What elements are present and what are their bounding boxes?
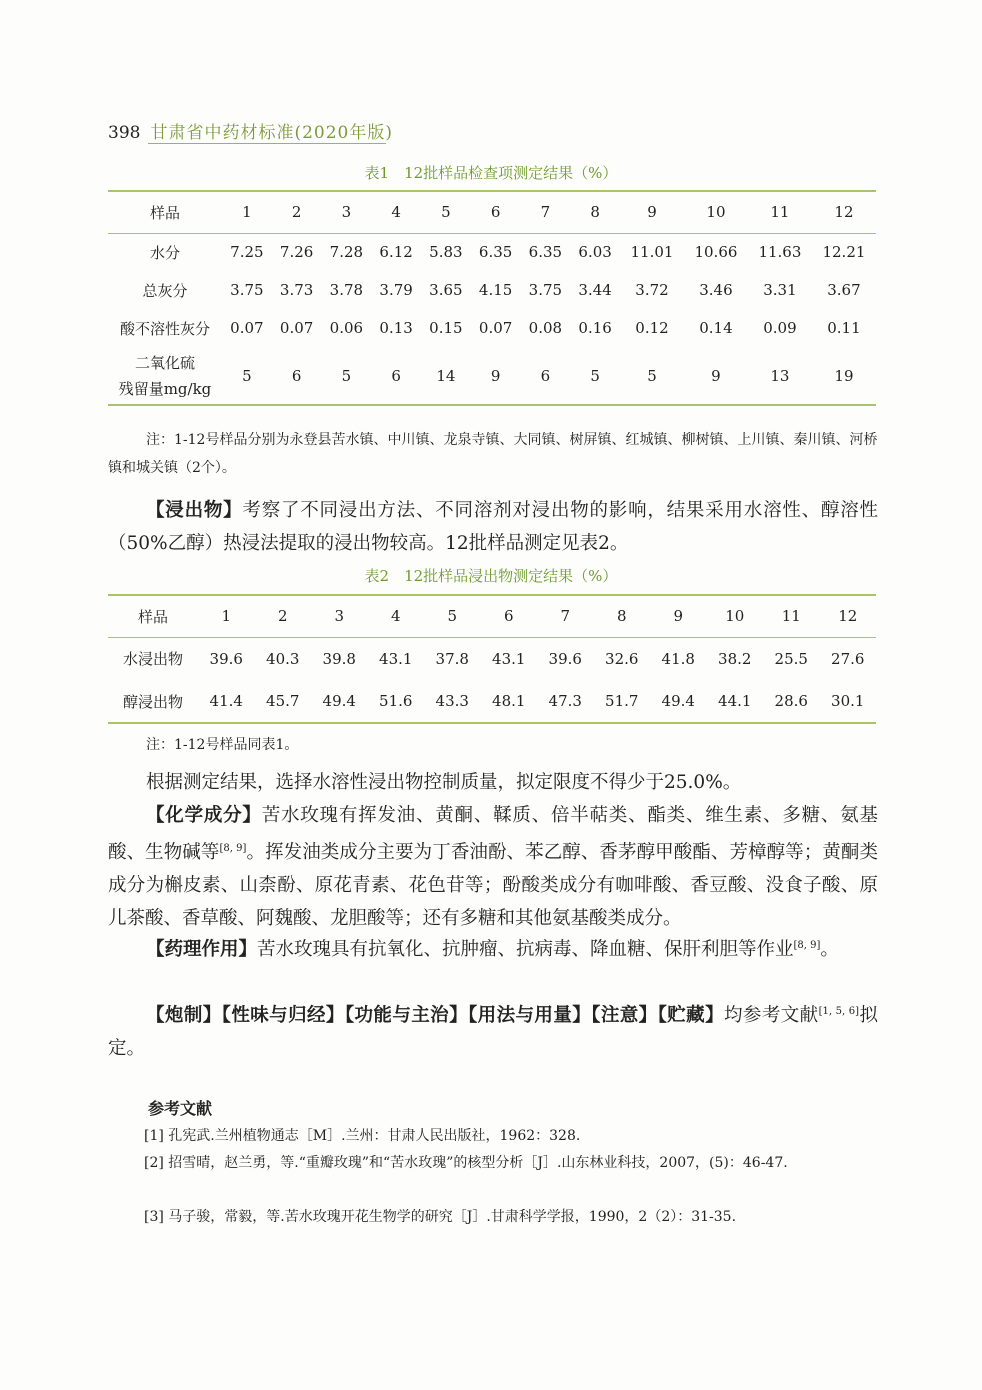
reference-item: [1] 孔宪武.兰州植物通志［M］.兰州：甘肃人民出版社，1962：328.: [144, 1128, 581, 1144]
other-items-text-b: 拟定。: [108, 1005, 878, 1060]
table-cell: 39.6: [209, 649, 243, 668]
table-cell: 0.14: [699, 319, 733, 337]
chemistry-citation: [8, 9]: [219, 843, 247, 854]
chemistry-paragraph: [108, 799, 878, 935]
table-cell: 44.1: [707, 680, 764, 723]
row-label-line1: 二氧化硫: [134, 353, 195, 372]
table-cell: 10.66: [694, 243, 738, 262]
table-cell: 45.7: [255, 680, 312, 723]
pharmacology-text-b: 。: [820, 939, 839, 961]
chemistry-heading: 【化学成分】: [146, 805, 262, 826]
table-header-cell: 11: [748, 191, 812, 233]
row-label: [108, 347, 222, 405]
table-header-cell: 8: [594, 595, 651, 637]
table-header-cell: 1: [222, 191, 272, 233]
conclusion-paragraph: 根据测定结果，选择水溶性浸出物控制质量，拟定限度不得少于25.0%。: [146, 772, 742, 793]
table-cell: 3.65: [429, 281, 463, 299]
table-cell: 0.07: [230, 319, 264, 337]
table-cell: 51.7: [594, 680, 651, 723]
table-cell: 3.73: [279, 281, 314, 299]
table2-header-row: [108, 595, 876, 637]
table-header-cell: 12: [820, 595, 877, 637]
table-cell: 5: [322, 347, 372, 405]
pharmacology-paragraph: [108, 929, 878, 966]
table-cell: 3.78: [329, 281, 364, 299]
table-header-cell: 12: [812, 191, 876, 233]
book-title: 甘肃省中药材标准(2020年版): [150, 123, 393, 143]
table-cell: 30.1: [820, 680, 877, 723]
table-cell: 3.46: [699, 281, 733, 299]
chemistry-text-a: 苦水玫瑰有挥发油、黄酮、鞣质、倍半萜类、酯类、维生素、多糖、氨基酸、生物碱等: [108, 805, 878, 864]
row-label: 水浸出物: [122, 650, 183, 669]
table-header-cell: 7: [521, 191, 571, 233]
page-number: 398: [108, 123, 141, 143]
table-header-cell: 4: [371, 191, 421, 233]
table-header-cell: 8: [570, 191, 620, 233]
table-cell: 47.3: [537, 680, 594, 723]
table-cell: 7.25: [230, 243, 264, 262]
table-cell: 41.4: [198, 680, 255, 723]
table-cell: 6.35: [478, 243, 513, 262]
table-cell: 5: [570, 347, 620, 405]
row-label: 酸不溶性灰分: [119, 319, 210, 338]
reference-item: [2] 招雪晴，赵兰勇，等.“重瓣玫瑰”和“苦水玫瑰”的核型分析［J］.山东林业科技，2007，(5)：46-47.: [144, 1155, 788, 1171]
table-cell: 6: [272, 347, 322, 405]
table-cell: 6.03: [578, 243, 612, 262]
table-cell: 38.2: [718, 649, 752, 668]
table-header-cell: 2: [272, 191, 322, 233]
table-cell: 0.16: [578, 319, 612, 337]
table-cell: 7.26: [279, 243, 314, 262]
table-cell: 6: [521, 347, 571, 405]
table-cell: 0.06: [329, 319, 364, 337]
table1: [108, 190, 876, 406]
table-cell: 39.6: [548, 649, 582, 668]
table-cell: 0.09: [763, 319, 797, 337]
references-title: 参考文献: [148, 1099, 213, 1118]
table-row: [108, 271, 876, 309]
table-cell: 3.31: [763, 281, 797, 299]
table-cell: 13: [748, 347, 812, 405]
table-cell: 0.15: [429, 319, 463, 337]
table-cell: 11.63: [758, 243, 802, 262]
table-cell: 37.8: [435, 649, 469, 668]
table-cell: 43.1: [379, 649, 413, 668]
table-cell: 3.79: [379, 281, 413, 299]
table-header-cell: 样品: [108, 595, 198, 637]
table-header-cell: 11: [763, 595, 820, 637]
table-header-cell: 3: [322, 191, 372, 233]
row-label: 总灰分: [142, 281, 188, 300]
table-header-cell: 2: [255, 595, 312, 637]
table-row: [108, 233, 876, 271]
table-header-cell: 6: [481, 595, 538, 637]
header-underline: [148, 143, 386, 144]
table-cell: 12.21: [822, 243, 866, 262]
table-cell: 5.83: [429, 243, 463, 262]
table-header-cell: 10: [707, 595, 764, 637]
table-cell: 14: [421, 347, 471, 405]
table-cell: 3.75: [528, 281, 563, 299]
table-cell: 3.44: [578, 281, 612, 299]
table-cell: 6: [371, 347, 421, 405]
table-cell: 28.6: [763, 680, 820, 723]
table-cell: 32.6: [605, 649, 639, 668]
table-row: [108, 637, 876, 680]
other-items-text-a: 均参考文献: [724, 1005, 819, 1027]
table1-header-row: [108, 191, 876, 233]
table-cell: 19: [812, 347, 876, 405]
table-header-cell: 5: [421, 191, 471, 233]
table-cell: 40.3: [266, 649, 300, 668]
table-cell: 49.4: [650, 680, 707, 723]
extract-heading: 【浸出物】: [146, 500, 243, 521]
row-label: 水分: [149, 243, 180, 262]
table-header-cell: 9: [620, 191, 684, 233]
row-label-line2: 残留量mg/kg: [118, 379, 212, 398]
table-row: [108, 680, 876, 723]
extract-paragraph: [108, 494, 878, 560]
chemistry-text-b: 。挥发油类成分主要为丁香油酚、苯乙醇、香茅醇甲酸酯、芳樟醇等；黄酮类成分为槲皮素、山柰酚、原花青素、花色苷等；酚酸类成分有咖啡酸、香豆酸、没食子酸、原儿茶酸、香草酸、阿魏酸、龙胆酸等；还有多糖和其他氨基酸类成分。: [108, 842, 878, 930]
table-header-cell: 3: [311, 595, 368, 637]
table-cell: 39.8: [322, 649, 356, 668]
table-header-cell: 10: [684, 191, 748, 233]
table-header-cell: 样品: [108, 191, 222, 233]
table-cell: 0.11: [827, 319, 861, 337]
table-header-cell: 4: [368, 595, 425, 637]
table-header-cell: 7: [537, 595, 594, 637]
table1-note: 注：1-12号样品分别为永登县苦水镇、中川镇、龙泉寺镇、大同镇、树屏镇、红城镇、柳树镇、上川镇、秦川镇、河桥镇和城关镇（2个）。: [108, 432, 878, 476]
other-items-paragraph: [108, 995, 878, 1065]
table-cell: 51.6: [368, 680, 425, 723]
table-cell: 11.01: [630, 243, 674, 262]
extract-text: 考察了不同浸出方法、不同溶剂对浸出物的影响，结果采用水溶性、醇溶性（50%乙醇）热浸法提取的浸出物较高。12批样品测定见表2。: [108, 500, 878, 554]
table-cell: 5: [222, 347, 272, 405]
table-cell: 5: [620, 347, 684, 405]
table-cell: 0.12: [635, 319, 669, 337]
pharmacology-citation: [8, 9]: [793, 940, 821, 951]
table2: [108, 594, 876, 724]
table-cell: 0.07: [478, 319, 513, 337]
table-header-cell: 5: [424, 595, 481, 637]
table-cell: 25.5: [774, 649, 808, 668]
reference-item: [3] 马子骏，常毅，等.苦水玫瑰开花生物学的研究［J］.甘肃科学学报，1990，2（2）：31-35.: [144, 1209, 737, 1225]
table-cell: 49.4: [311, 680, 368, 723]
running-header: [108, 118, 393, 143]
table-cell: 0.13: [379, 319, 413, 337]
table-header-cell: 9: [650, 595, 707, 637]
table-cell: 3.72: [635, 281, 669, 299]
table-cell: 6.35: [528, 243, 563, 262]
row-label: 醇浸出物: [108, 680, 198, 723]
table-cell: 48.1: [481, 680, 538, 723]
table-cell: 0.08: [528, 319, 563, 337]
table2-caption: 表2 12批样品浸出物测定结果（%）: [364, 567, 618, 585]
table-row: [108, 347, 876, 405]
table-cell: 41.8: [661, 649, 695, 668]
table-cell: 27.6: [831, 649, 865, 668]
table-row: [108, 309, 876, 347]
pharmacology-heading: 【药理作用】: [146, 939, 258, 961]
table-cell: 7.28: [329, 243, 364, 262]
table-cell: 3.75: [230, 281, 264, 299]
table-cell: 43.3: [424, 680, 481, 723]
table-cell: 9: [471, 347, 521, 405]
table1-caption: 表1 12批样品检查项测定结果（%）: [364, 164, 618, 182]
other-items-citation: [1, 5, 6]: [818, 1006, 860, 1017]
other-items-heading: 【炮制】【性味与归经】【功能与主治】【用法与用量】【注意】【贮藏】: [146, 1005, 725, 1027]
table-cell: 4.15: [478, 281, 513, 299]
table-cell: 0.07: [279, 319, 314, 337]
table-header-cell: 6: [471, 191, 521, 233]
table-cell: 43.1: [492, 649, 526, 668]
table-cell: 6.12: [379, 243, 413, 262]
table-header-cell: 1: [198, 595, 255, 637]
pharmacology-text-a: 苦水玫瑰具有抗氧化、抗肿瘤、抗病毒、降血糖、保肝利胆等作业: [257, 939, 794, 961]
table-cell: 3.67: [827, 281, 861, 299]
table-cell: 9: [684, 347, 748, 405]
table2-note: 注：1-12号样品同表1。: [146, 737, 299, 753]
